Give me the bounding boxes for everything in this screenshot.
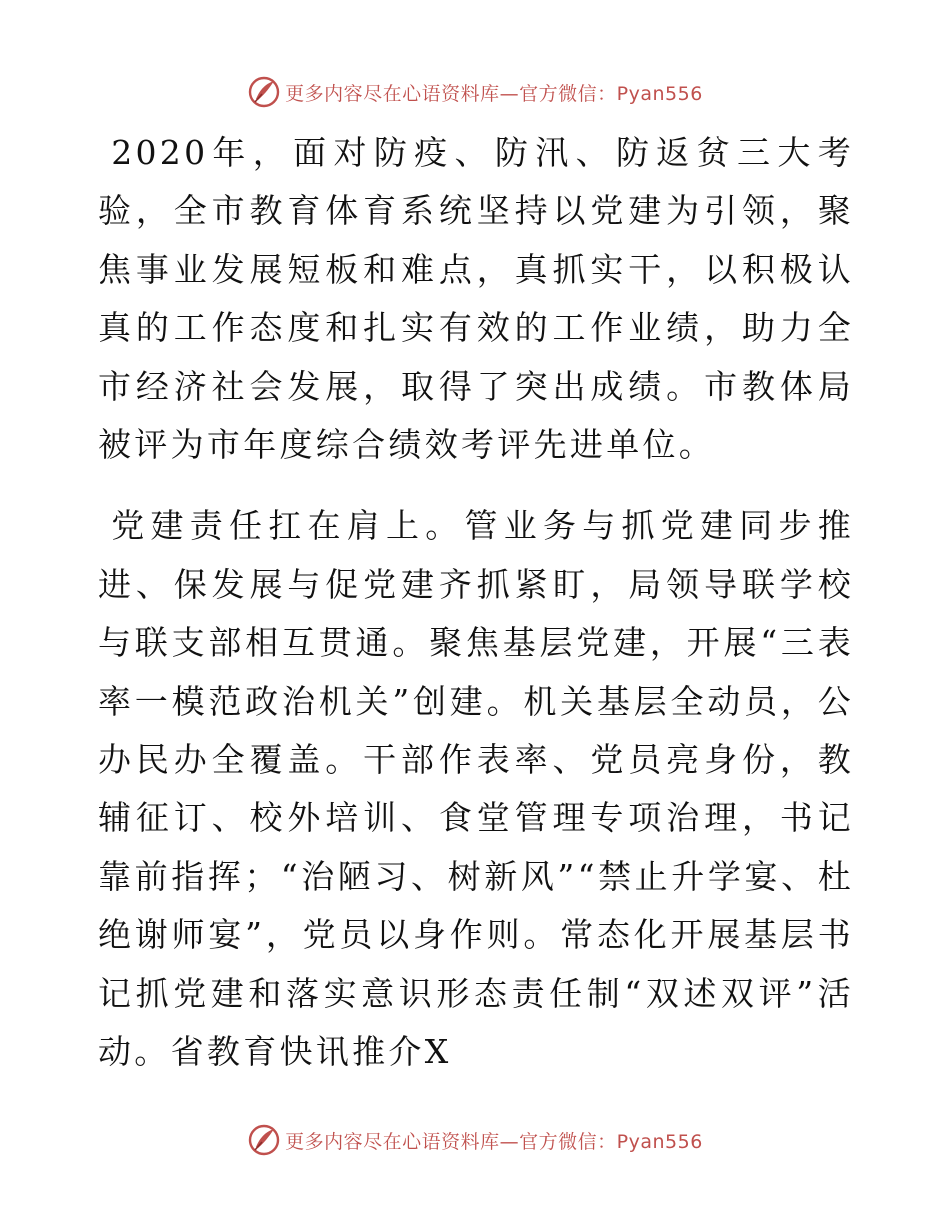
footer-banner-text: 更多内容尽在心语资料库—官方微信：Pyan556 bbox=[285, 1130, 703, 1153]
footer-banner bbox=[0, 1120, 950, 1160]
document-body bbox=[98, 124, 854, 1082]
feather-pen-icon bbox=[247, 75, 281, 109]
paragraph-1: 2020年，面对防疫、防汛、防返贫三大考验，全市教育体育系统坚持以党建为引领，聚焦事业发展短板和难点，真抓实干，以积极认真的工作态度和扎实有效的工作业绩，助力全市经济社会发展，取得了突出成绩。市教体局被评为市年度综合绩效考评先进单位。 bbox=[98, 133, 854, 465]
header-banner bbox=[0, 72, 950, 112]
paragraph-2: 党建责任扛在肩上。管业务与抓党建同步推进、保发展与促党建齐抓紧盯，局领导联学校与联支部相互贯通。聚焦基层党建，开展“三表率一模范政治机关”创建。机关基层全动员，公办民办全覆盖。干部作表率、党员亮身份，教辅征订、校外培训、食堂管理专项治理，书记靠前指挥；“治陋习、树新风”“禁止升学宴、杜绝谢师宴”，党员以身作则。常态化开展基层书记抓党建和落实意识形态责任制“双述双评”活动。省教育快讯推介X bbox=[98, 506, 854, 1072]
header-banner-text: 更多内容尽在心语资料库—官方微信：Pyan556 bbox=[285, 82, 703, 105]
feather-pen-icon bbox=[247, 1123, 281, 1157]
